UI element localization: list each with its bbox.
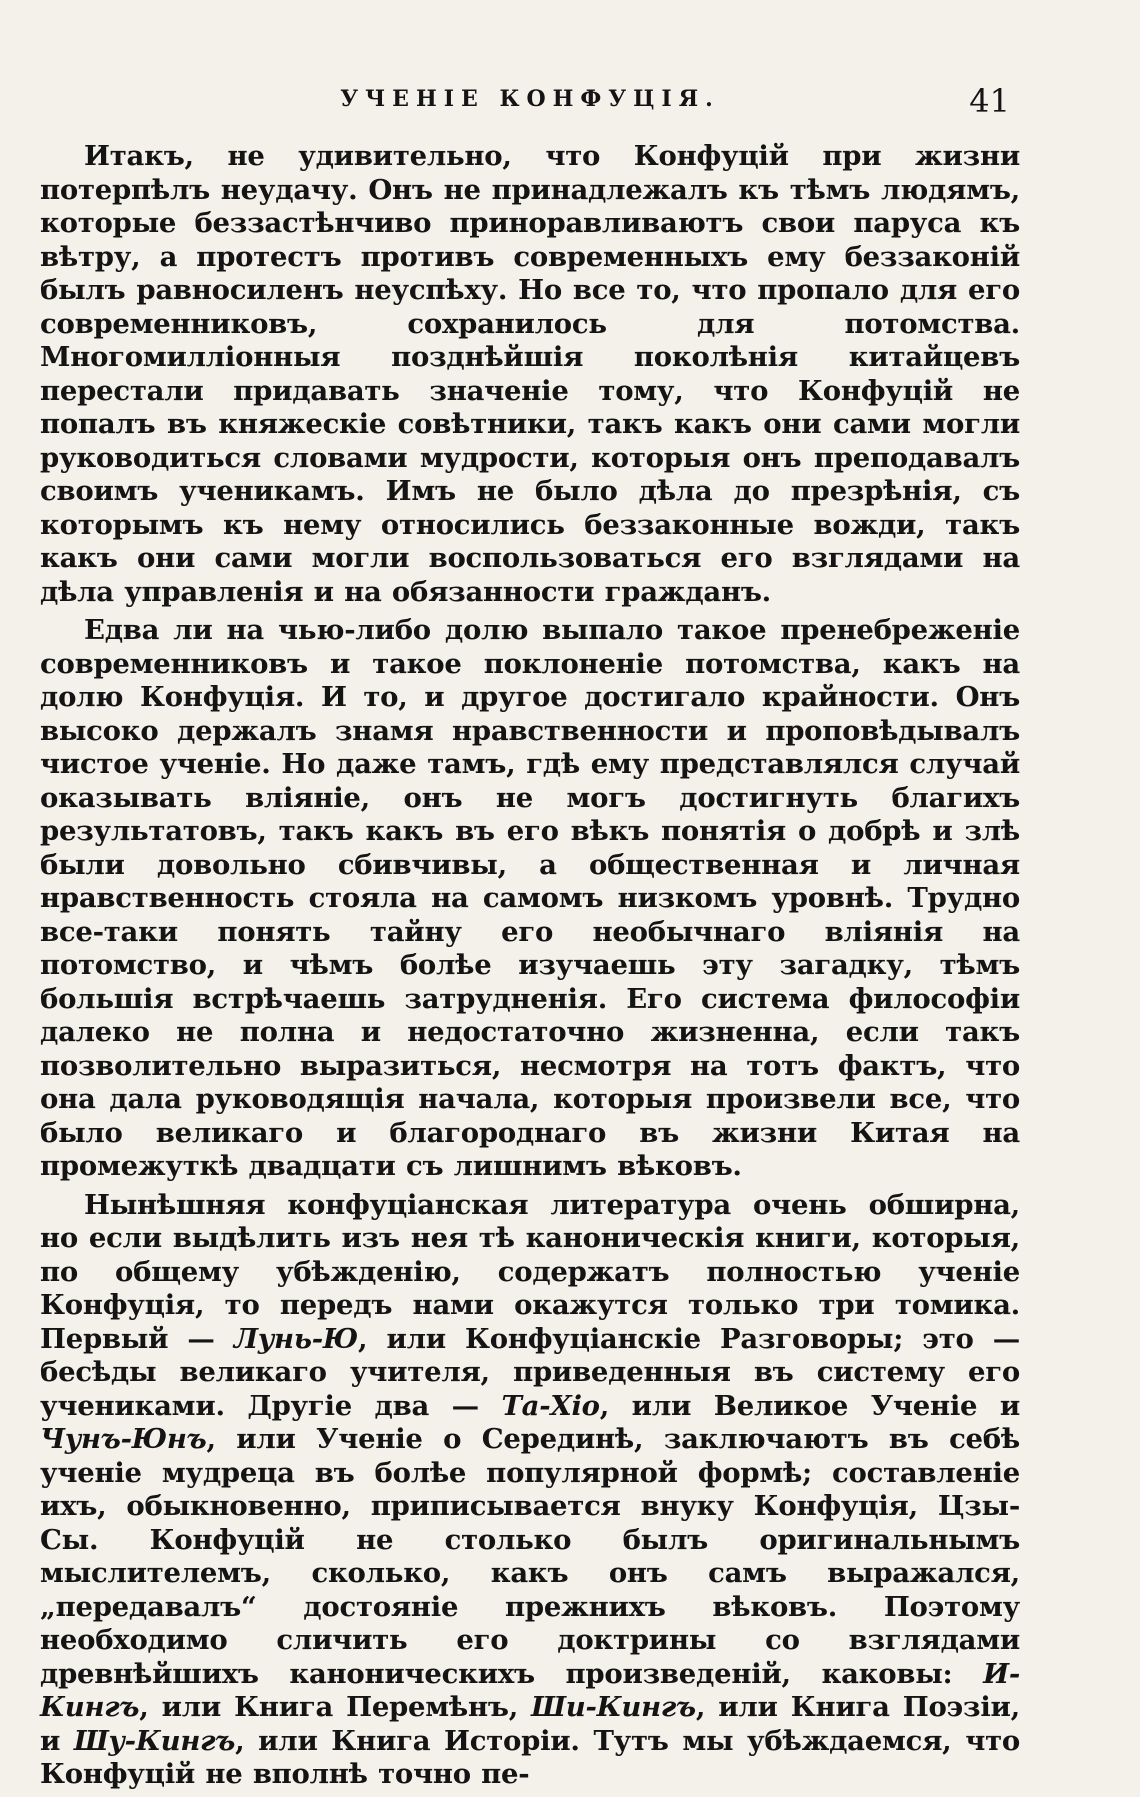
paragraph-1: Итакъ, не удивительно, что Конфуцій при жизни потерпѣлъ неудачу. Онъ не принадлежалъ къ тѣмъ людямъ, которые беззастѣнчиво приноравливаютъ свои паруса къ вѣтру, а протестъ противъ современныхъ ему беззаконій былъ равносиленъ неуспѣху. Но все то, что пропало для его современниковъ, сохранилось для потомства. Многомилліонныя позднѣйшія поколѣнія китайцевъ перестали придавать значеніе тому, что Конфуцій не попалъ въ княжескіе совѣтники, такъ какъ они сами могли руководиться словами мудрости, которыя онъ преподавалъ своимъ ученикамъ. Имъ не было дѣла до презрѣнія, съ которымъ къ нему относились беззаконные вожди, такъ какъ они сами могли воспользоваться его взглядами на дѣла управленія и на обязанности гражданъ. [40, 140, 1020, 608]
paragraph-3-segment-1: Нынѣшняя конфуціанская литература очень обширна, но если выдѣлить изъ нея тѣ каноническія книги, которыя, по общему убѣжденію, содержатъ полностью ученіе Конфуція, то передъ нами окажутся только три томика. Первый — [40, 1188, 1020, 1355]
paragraph-2: Едва ли на чью-либо долю выпало такое пренебреженіе современниковъ и такое поклоненіе потомства, какъ на долю Конфуція. И то, и другое достигало крайности. Онъ высоко держалъ знамя нравственности и проповѣдывалъ чистое ученіе. Но даже тамъ, гдѣ ему представлялся случай оказывать вліяніе, онъ не могъ достигнуть благихъ результатовъ, такъ какъ въ его вѣкъ понятія о добрѣ и злѣ были довольно сбивчивы, а общественная и личная нравственность стояла на самомъ низкомъ уровнѣ. Трудно все-таки понять тайну его необычнаго вліянія на потомство, и чѣмъ болѣе изучаешь эту загадку, тѣмъ большія встрѣчаешь затрудненія. Его система философіи далеко не полна и недостаточно жизненна, если такъ позволительно выразиться, несмотря на тотъ фактъ, что она дала руководящія начала, которыя произвели все, что было великаго и благороднаго въ жизни Китая на промежуткѣ двадцати съ лишнимъ вѣковъ. [40, 614, 1020, 1182]
book-page [40, 82, 1020, 1797]
paragraph-3-segment-3: , или Конфуціанскіе Разговоры; это — бесѣды великаго учителя, приведенныя въ систему его учениками. Другіе два — [40, 1322, 1020, 1422]
paragraph-3-segment-13: , или Книга Исторіи. Тутъ мы убѣждаемся, что Конфуцій не вполнѣ точно пе- [40, 1724, 1020, 1790]
book-title-lun-yu: Лунь-Ю [233, 1322, 359, 1355]
page-number: 41 [969, 82, 1010, 120]
book-title-i-king: И-Кингъ [40, 1657, 1020, 1723]
body-text [40, 140, 1020, 1792]
paragraph-3 [40, 1189, 1020, 1792]
paragraph-3-segment-7: , или Ученіе о Серединѣ, заключаютъ въ себѣ ученіе мудреца въ болѣе популярной формѣ; составленіе ихъ, обыкновенно, приписывается внуку Конфуція, Цзы-Сы. Конфуцій не столько былъ оригинальнымъ мыслителемъ, сколько, какъ онъ самъ выражался, „передавалъ“ достояніе прежнихъ вѣковъ. Поэтому необходимо сличить его доктрины со взглядами древнѣйшихъ каноническихъ произведеній, каковы: [40, 1423, 1020, 1690]
paragraph-3-segment-5: , или Великое Ученіе и [599, 1389, 1020, 1422]
paragraph-3-segment-9: , или Книга Перемѣнъ, [139, 1691, 532, 1723]
running-head [40, 82, 1020, 122]
book-title-chun-yun: Чунъ-Юнъ [40, 1423, 207, 1455]
paragraph-3-segment-11: , или Книга Поэзіи, и [40, 1691, 1020, 1757]
running-title: УЧЕНІЕ КОНФУЦІЯ. [340, 86, 720, 112]
book-title-shu-king: Шу-Кингъ [73, 1724, 236, 1757]
book-title-ta-hio: Та-Хіо [501, 1389, 600, 1422]
book-title-shi-king: Ши-Кингъ [531, 1691, 696, 1723]
